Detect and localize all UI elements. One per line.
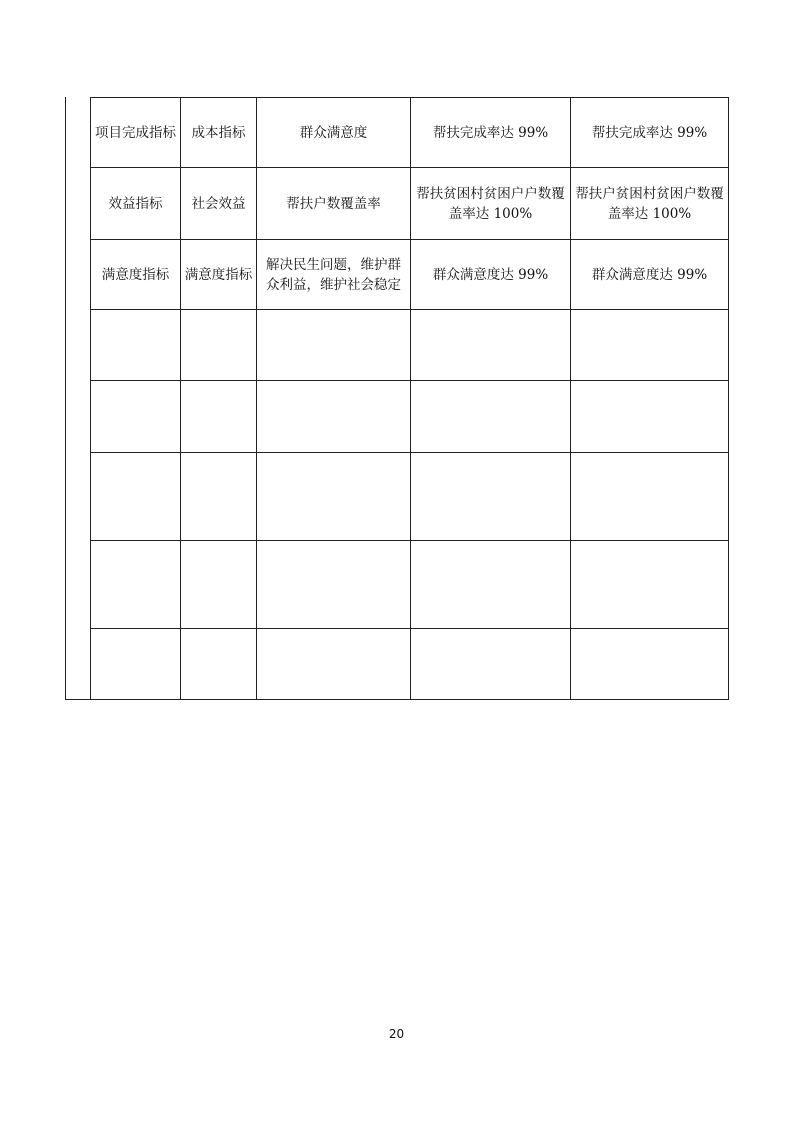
table-row [91,381,729,453]
second-level-indicator-cell: 满意度指标 [181,240,257,310]
third-level-indicator-cell [257,541,411,629]
third-level-indicator-cell [257,381,411,453]
actual-value-cell: 帮扶完成率达 99% [571,98,729,168]
target-value-cell [411,629,571,700]
first-level-indicator-cell: 效益指标 [91,168,181,240]
performance-indicator-table [90,97,729,700]
second-level-indicator-cell [181,629,257,700]
first-level-indicator-cell [91,541,181,629]
third-level-indicator-cell: 帮扶户数覆盖率 [257,168,411,240]
target-value-cell [411,453,571,541]
target-value-cell: 帮扶贫困村贫困户户数覆盖率达 100% [411,168,571,240]
actual-value-cell [571,541,729,629]
target-value-cell: 群众满意度达 99% [411,240,571,310]
table-row [91,310,729,381]
actual-value-cell: 群众满意度达 99% [571,240,729,310]
table-row [91,541,729,629]
first-level-indicator-cell [91,629,181,700]
page-number: 20 [388,1027,405,1041]
target-value-cell: 帮扶完成率达 99% [411,98,571,168]
second-level-indicator-cell: 社会效益 [181,168,257,240]
actual-value-cell: 帮扶户贫困村贫困户数覆盖率达 100% [571,168,729,240]
second-level-indicator-cell [181,310,257,381]
actual-value-cell [571,310,729,381]
first-level-indicator-cell [91,381,181,453]
table-row [91,240,729,310]
third-level-indicator-cell: 解决民生问题，维护群众利益，维护社会稳定 [257,240,411,310]
table-row [91,629,729,700]
table-row [91,168,729,240]
second-level-indicator-cell [181,541,257,629]
second-level-indicator-cell [181,381,257,453]
target-value-cell [411,310,571,381]
third-level-indicator-cell [257,629,411,700]
first-level-indicator-cell: 满意度指标 [91,240,181,310]
third-level-indicator-cell [257,310,411,381]
actual-value-cell [571,381,729,453]
third-level-indicator-cell: 群众满意度 [257,98,411,168]
first-level-indicator-cell [91,310,181,381]
target-value-cell [411,381,571,453]
table-row [91,98,729,168]
second-level-indicator-cell: 成本指标 [181,98,257,168]
first-level-indicator-cell: 项目完成指标 [91,98,181,168]
third-level-indicator-cell [257,453,411,541]
actual-value-cell [571,453,729,541]
first-level-indicator-cell [91,453,181,541]
target-value-cell [411,541,571,629]
table-row [91,453,729,541]
actual-value-cell [571,629,729,700]
second-level-indicator-cell [181,453,257,541]
